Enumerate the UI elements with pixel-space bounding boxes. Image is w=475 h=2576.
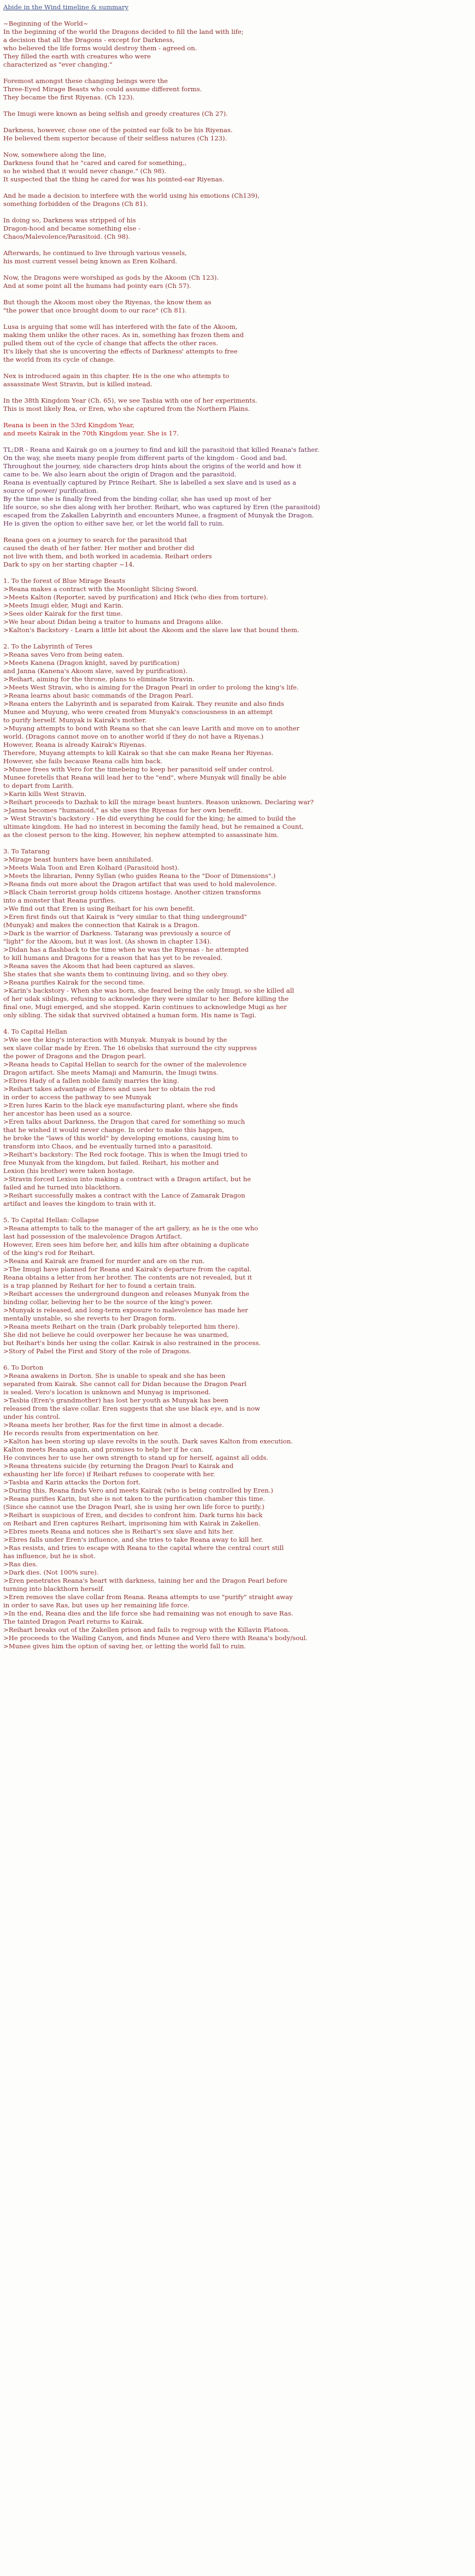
spacer [3,1355,467,1364]
text-line: >Story of Pabel the First and Story of the role of Dragons. [3,1347,191,1355]
text-line: escaped from the Zakallen Labyrinth and encounters Munee, a fragment of Munyak the Dragon. [3,511,314,519]
text-line: has influence, but he is shot. [3,1552,96,1560]
text-line: of her udak siblings, refusing to acknowledge they were similar to her. Before killing the [3,995,289,1003]
text-line: >Munee frees with Vero for the timebeing to keep her parasitoid self under control. [3,765,274,773]
text-line: >In the end, Reana dies and the life force she had remaining was not enough to save Ras. [3,1610,294,1617]
text-line: >Didan has a flashback to the time when he was the Riyenas - he attempted [3,946,249,953]
spacer [3,102,467,110]
text-line: >Reana makes a contract with the Moonlight Slicing Sword. [3,585,198,593]
text-line: >Mirage beast hunters have been annihilated. [3,856,154,863]
text-line: >Reana purifies Karin, but she is not taken to the purification chamber this time. [3,1495,265,1502]
text-line: artifact and leaves the kingdom to train with it. [3,1200,156,1207]
text-line: But though the Akoom most obey the Riyenas, the know them as [3,298,212,306]
text-line: >Sees older Kairak for the first time. [3,610,123,617]
spacer [3,290,467,298]
text-line: >Karin's backstory - When she was born, she feared being the only Imugi, so she killed all [3,987,294,994]
text-line: >Eren first finds out that Kairak is "very similar to that thing underground" [3,913,247,921]
text-line: he broke the "laws of this world" by developing emotions, causing him to [3,1134,239,1142]
text-line: >Tasbia (Eren's grandmother) has lost her youth as Munyak has been [3,1396,228,1404]
text-line: He believed them superior because of their selfless natures (Ch 123). [3,134,227,142]
text-line: >Meets Kalton (Reporter, saved by purification) and Hick (who dies from torture). [3,593,268,601]
text-line: Nex is introduced again in this chapter. He is the one who attempts to [3,372,230,380]
text-line: that he wished it would never change. In order to make this happen, [3,1126,224,1134]
text-line: 6. To Dorton [3,1364,44,1371]
text-line: is sealed. Vero's location is unknown and Munyag is imprisoned. [3,1388,211,1396]
text-line: under his control. [3,1413,61,1420]
text-line: However, Reana is already Kairak's Riyenas. [3,741,146,748]
text-line: Now, the Dragons were worshiped as gods by the Akoom (Ch 123). [3,274,219,281]
text-line: TL;DR - Reana and Kairak go on a journey to find and kill the parasitoid that killed Reana's father. [3,446,319,453]
paragraph-block [3,536,467,569]
text-line: He convinces her to use her own strength to stand up for herself, against all odds. [3,1454,268,1461]
text-line: (Since she cannot use the Dragon Pearl, she is using her own life force to purify.) [3,1503,265,1511]
paragraph-block [3,847,467,1019]
spacer [3,184,467,192]
text-line: >Tasbia and Karin attacks the Dorton fort. [3,1478,141,1486]
text-line: >Dark is the warrior of Darkness. Tatarang was previously a source of [3,929,231,937]
text-line: By the time she is finally freed from the binding collar, she has used up most of her [3,495,271,503]
text-line: However, she fails because Reana calls him back. [3,757,163,765]
paragraph-block [3,126,467,143]
text-line: It suspected that the thing he cared for was his pointed-ear Riyenas. [3,175,225,183]
text-line: making them unlike the other races. As in, something has frozen them and [3,331,244,339]
text-line: >Reihart breaks out of the Zakellen prison and fails to regroup with the Killavin Platoon. [3,1626,290,1634]
text-line: The Imugi were known as being selfish and greedy creatures (Ch 27). [3,110,228,117]
text-line: Darkness found that he "cared and cared for something,, [3,159,187,167]
text-line: >Karin kills West Stravin. [3,790,87,798]
text-line: to depart from Larith. [3,782,74,789]
text-line: released from the slave collar. Eren suggests that she use black eye, and is now [3,1405,260,1412]
text-line: assassinate West Stravin, but is killed instead. [3,380,153,388]
text-line: Lusa is arguing that some will has interfered with the fate of the Akoom, [3,323,238,331]
text-line: caused the death of her father. Her mother and brother did [3,544,195,552]
spacer [3,413,467,421]
text-line: >Reana finds out more about the Dragon artifact that was used to hold malevolence. [3,880,277,888]
text-line: only sibling. The sidak that survived obtained a human form. His name is Tagi. [3,1011,256,1019]
text-line: of the king's rod for Reihart. [3,1249,95,1257]
paragraph-block [3,20,467,69]
spacer [3,388,467,397]
text-line: >Kalton's Backstory - Learn a little bit about the Akoom and the slave law that bound them. [3,626,300,634]
paragraph-block [3,298,467,315]
spacer [3,438,467,446]
text-line: >Ras dies. [3,1560,38,1568]
text-line: >The Imugi have planned for Reana and Kairak's departure from the capital. [3,1265,251,1273]
text-line: >Meets the librarian, Penny Syllan (who guides Reana to the "Door of Dimensions".) [3,872,276,880]
text-line: >Dark dies. (Not 100% sure). [3,1569,99,1576]
text-line: >Munee gives him the option of saving her, or letting the world fall to ruin. [3,1642,246,1650]
text-line: In the 38th Kingdom Year (Ch. 65), we see Tasbia with one of her experiments. [3,397,257,404]
text-line: >Reana purifies Kairak for the second time. [3,978,145,986]
text-line: Reana is been in the 53rd Kingdom Year, [3,421,134,429]
text-line: They became the first Riyenas. (Ch 123). [3,93,135,101]
text-line: >Reihart's backstory: The Red rock footage. This is when the Imugi tried to [3,1151,248,1158]
text-line: >Reana meets Reihart on the train (Dark probably teleported him there). [3,1323,240,1330]
spacer [3,118,467,126]
text-line: In the beginning of the world the Dragons decided to fill the land with life; [3,28,244,36]
paragraph-block [3,1364,467,1650]
text-line: Three-Eyed Mirage Beasts who could assume different forms. [3,85,202,93]
text-line: She did not believe he could overpower her because he was unarmed, [3,1331,229,1339]
text-line: who believed the life forms would destroy them - agreed on. [3,44,197,52]
text-line: >Meets Wala Toon and Eren Kolhard (Parasitoid host). [3,864,179,871]
text-line: > West Stravin's backstory - He did everything he could for the king; he aimed to build the [3,815,296,822]
text-line: And at some point all the humans had pointy ears (Ch 57). [3,282,191,290]
spacer [3,634,467,642]
text-line: >Black Chain terrorist group holds citizens hostage. Another citizen transforms [3,888,261,896]
paragraph-block [3,1028,467,1208]
text-line: sex slave collar made by Eren. The 16 obelisks that surround the city suppress [3,1044,257,1052]
text-line: something forbidden of the Dragons (Ch 81). [3,200,148,208]
paragraph-block [3,323,467,364]
paragraph-block [3,151,467,184]
text-line: and Janna (Kanena's Akoom slave, saved by purification). [3,667,187,675]
text-line: Chaos/Malevolence/Parasitoid. (Ch 98). [3,233,131,240]
paragraph-block [3,421,467,438]
text-line: >Reana awakens in Dorton. She is unable to speak and she has been [3,1372,226,1380]
text-line: exhausting her life force) if Reihart refuses to cooperate with her. [3,1470,215,1478]
text-line: Lexion (his brother) were taken hostage. [3,1167,135,1175]
spacer [3,208,467,216]
paragraph-block [3,577,467,634]
paragraph-block [3,110,467,118]
text-line: Munee foretells that Reana will lead her to the "end", where Munyak will finally be able [3,774,286,781]
text-line: but Reihart's binds her using the collar. Kairak is also restrained in the process. [3,1339,261,1347]
text-line: 1. To the forest of Blue Mirage Beasts [3,577,125,585]
text-line: 5. To Capital Hellan: Collapse [3,1216,99,1224]
spacer [3,11,467,20]
text-line: turning into blackthorn herself. [3,1585,105,1593]
text-line: Dragon artifact. She meets Mamaji and Mamurin, the Imugi twins. [3,1069,219,1076]
text-line: It's likely that she is uncovering the effects of Darkness' attempts to free [3,347,238,355]
text-line: >Meets Imugi elder, Mugi and Karin. [3,602,124,609]
text-line: >We find out that Eren is using Reihart for his own benefit. [3,905,195,912]
spacer [3,528,467,536]
text-line: pulled them out of the cycle of change that affects the other races. [3,339,218,347]
text-line: >Janna becomes "humanoid," as she uses the Riyenas for her own benefit. [3,806,243,814]
text-line: On the way, she meets many people from different parts of the kingdom - Good and bad. [3,454,288,462]
text-line: >Reihart, aiming for the throne, plans to eliminate Stravin. [3,675,195,683]
text-line: >Eren removes the slave collar from Reana. Reana attempts to use "purify" straight away [3,1593,293,1601]
paragraph-block [3,372,467,388]
spacer [3,569,467,577]
text-line: >Eren talks about Darkness, the Dragon that cared for something so much [3,1118,245,1125]
text-line: >Reihart successfully makes a contract with the Lance of Zamarak Dragon [3,1192,245,1199]
text-line: her ancestor has been used as a source. [3,1110,132,1117]
text-line: so he wished that it would never change." (Ch 98). [3,167,167,175]
text-line: >Reana saves the Akoom that had been captured as slaves. [3,962,195,970]
text-line: is a trap planned by Reihart for her to found a certain train. [3,1282,196,1289]
text-line: (Munyak) and makes the connection that Kairak is a Dragon. [3,921,200,929]
text-line: separated from Kairak. She cannot call for Didan because the Dragon Pearl [3,1380,247,1388]
text-line: He is given the option to either save her, or let the world fall to ruin. [3,520,224,527]
text-line: >Eren penetrates Reana's heart with darkness, taining her and the Dragon Pearl before [3,1577,288,1584]
text-line: 3. To Tatarang [3,847,50,855]
text-line: world. (Dragons cannot move on to another world if they do not have a Riyenas.) [3,733,263,740]
text-line: >Reihart proceeds to Dazhak to kill the mirage beast hunters. Reason unknown. Declaring war? [3,798,314,806]
spacer [3,1208,467,1216]
paragraph-block [3,446,467,528]
text-line: Darkness, however, chose one of the pointed ear folk to be his Riyenas. [3,126,233,134]
text-line: They filled the earth with creatures who were [3,52,151,60]
text-line: Throughout the journey, side characters drop hints about the origins of the world and how it [3,462,302,470]
document-body [3,20,467,1650]
spacer [3,315,467,323]
text-line: The tainted Dragon Pearl returns to Kairak. [3,1618,144,1625]
text-line: >Reana meets her brother, Ras for the first time in almost a decade. [3,1421,224,1429]
text-line: >Stravin forced Lexion into making a contract with a Dragon artifact, but he [3,1175,251,1183]
text-line: as the closest person to the king. However, his nephew attempted to assassinate him. [3,831,279,839]
text-line: >Ebres Hady of a fallen noble family marries the king. [3,1077,179,1084]
text-line: mentally unstable, so she reverts to her Dragon form. [3,1314,177,1322]
text-line: his most current vessel being known as Eren Kolhard. [3,257,178,265]
text-line: source of power/ purification. [3,487,99,494]
text-line: >Muyang attempts to bond with Reana so that she can leave Larith and move on to another [3,724,300,732]
paragraph-block [3,192,467,208]
text-line: >Meets Kanena (Dragon knight, saved by purification) [3,659,180,667]
text-line: in order to save Ras, but uses up her remaining life force. [3,1601,190,1609]
document-title: Abide in the Wind timeline & summary [3,3,129,11]
text-line: Now, somewhere along the line, [3,151,107,158]
text-line: Reana goes on a journey to search for the parasitoid that [3,536,187,544]
spacer [3,266,467,274]
text-line: final one, Mugi emerged, and she stopped. Karin continues to acknowledge Mugi as her [3,1003,287,1011]
text-line: not live with them, and both worked in academia. Reihart orders [3,552,212,560]
text-line: >Ebres falls under Eren's influence, and she tries to take Reana away to kill her. [3,1536,263,1543]
spacer [3,839,467,847]
text-line: Reana is eventually captured by Prince Reihart. She is labelled a sex slave and is used as a [3,479,296,486]
text-line: and meets Kairak in the 70th Kingdom year. She is 17. [3,429,179,437]
text-line: "the power that once brought doom to our race" (Ch 81). [3,306,187,314]
text-line: Munee and Muyung, who were created from Munyak's consciousness in an attempt [3,708,273,716]
text-line: >We see the king's interaction with Munyak. Munyak is bound by the [3,1036,227,1044]
text-line: Afterwards, he continued to live through various vessels, [3,249,187,257]
text-line: Dragon-hood and became something else - [3,225,140,232]
text-line: Dark to spy on her starting chapter ~14. [3,561,135,568]
text-line: >Reana threatens suicide (by returning the Dragon Pearl to Kairak and [3,1462,234,1470]
text-line: He records results from experimentation on her. [3,1429,160,1437]
text-line: She states that she wants them to continuing living, and so they obey. [3,970,228,978]
text-line: >Reihart takes advantage of Ebres and uses her to obtain the rod [3,1085,215,1093]
text-line: failed and he turned into blackthorn. [3,1183,122,1191]
paragraph-block [3,249,467,266]
spacer [3,364,467,372]
text-line: Reana obtains a letter from her brother. The contents are not revealed, but it [3,1274,252,1281]
text-line: >Kalton has been storing up slave revolts in the south. Dark saves Kalton from execution. [3,1437,293,1445]
text-line: In doing so, Darkness was stripped of his [3,216,136,224]
text-line: >Meets West Stravin, who is aiming for the Dragon Pearl in order to prolong the king's life. [3,683,299,691]
text-line: >Reana attempts to talk to the manager of the art gallery, as he is the one who [3,1224,259,1232]
text-line: transform into Chaos, and he eventually turned into a parasitoid. [3,1142,213,1150]
text-line: >Munyak is released, and long-term exposure to malevolence has made her [3,1306,248,1314]
text-line: free Munyak from the kingdom, but failed. Reihart, his mother and [3,1159,219,1166]
paragraph-block [3,1216,467,1355]
text-line: >We hear about Didan being a traitor to humans and Dragons alike. [3,618,224,626]
text-line: Foremost amongst these changing beings were the [3,77,168,85]
paragraph-block [3,216,467,241]
text-line: characterized as "ever changing." [3,61,113,68]
text-line: the power of Dragons and the Dragon pearl. [3,1052,146,1060]
text-line: came to be. We also learn about the origin of Dragon and the parasitoid. [3,470,237,478]
text-line: This is most likely Rea, or Eren, who she captured from the Northern Plains. [3,405,250,412]
text-line: "light" for the Akoom, but it was lost. (As shown in chapter 134). [3,938,212,945]
text-line: And he made a decision to interfere with the world using his emotions (Ch139), [3,192,260,199]
text-line: Kalton meets Reana again, and promises to help her if he can. [3,1446,204,1453]
text-line: life source, so she dies along with her brother. Reihart, who was captured by Eren (the parasitoid) [3,503,320,511]
text-line: >Ras resists, and tries to escape with Reana to the capital where the central court still [3,1544,284,1552]
text-line: on Reihart and Eren captures Reihart, imprisoning him with Kairak in Zakellen. [3,1519,261,1527]
text-line: ~Beginning of the World~ [3,20,89,27]
text-line: >Eren lures Karin to the black eye manufacturing plant, where she finds [3,1101,238,1109]
spacer [3,69,467,77]
text-line: 2. To the Labyrinth of Teres [3,642,93,650]
text-line: >Reihart is suspicious of Eren, and decides to confront him. Dark turns his back [3,1511,263,1519]
text-line: >Reana and Kairak are framed for murder and are on the run. [3,1257,205,1265]
paragraph-block [3,274,467,290]
text-line: last had possession of the malevolence Dragon Artifact. [3,1233,183,1240]
text-line: a decision that all the Dragons - except for Darkness, [3,36,175,44]
text-line: in order to access the pathway to see Munyak [3,1093,151,1101]
paragraph-block [3,77,467,102]
paragraph-block [3,397,467,413]
text-line: into a monster that Reana purifies. [3,897,116,904]
text-line: >He proceeds to the Wailing Canyon, and finds Munee and Vero there with Reana's body/soul. [3,1634,308,1642]
text-line: >Reana learns about basic commands of the Dragon Pearl. [3,692,193,699]
text-line: to kill humans and Dragons for a reason that has yet to be revealed. [3,954,223,962]
paragraph-block [3,642,467,839]
text-line: Therefore, Muyang attempts to kill Kairak so that she can make Reana her Riyenas. [3,749,274,757]
text-line: However, Eren sees him before her, and kills him after obtaining a duplicate [3,1241,249,1248]
text-line: >Reihart accesses the underground dungeon and releases Munyak from the [3,1290,249,1298]
text-line: >During this, Reana finds Vero and meets Kairak (who is being controlled by Eren.) [3,1487,273,1494]
text-line: >Reana heads to Capital Hellan to search for the owner of the malevolence [3,1060,247,1068]
text-line: >Reana enters the Labyrinth and is separated from Kairak. They reunite and also finds [3,700,284,708]
spacer [3,1019,467,1028]
text-line: to purify herself. Munyak is Kairak's mother. [3,716,147,724]
spacer [3,143,467,151]
text-line: the world from its cycle of change. [3,356,115,363]
spacer [3,241,467,249]
text-line: binding collar, believing her to be the source of the king's power. [3,1298,213,1306]
text-line: >Reana saves Vero from being eaten. [3,651,125,658]
text-line: >Ebres meets Reana and notices she is Reihart's sex slave and hits her. [3,1528,234,1535]
text-line: ultimate kingdom. He had no interest in becoming the family head, but he remained a Count, [3,823,304,830]
text-line: 4. To Capital Hellan [3,1028,67,1035]
